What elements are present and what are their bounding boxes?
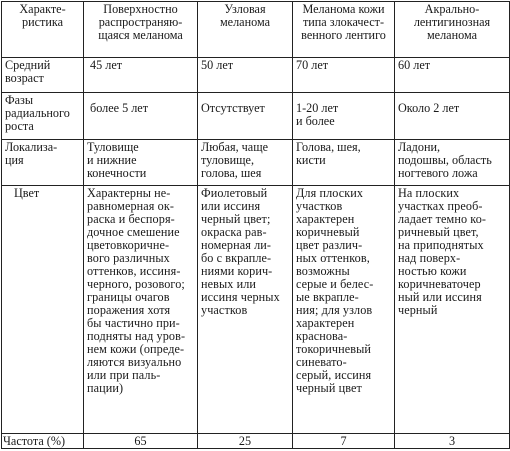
cell-color-superficial: Характерны не- равномерная ок- раска и беспоря- дочное смешение цветовкоричне- вого различных оттенков, иссиня- черного, розового; границы очагов поражения хотя бы частично при- подняты над уров- нем кожи (опреде- ляются визуально или при паль- пации) [84,186,198,434]
cell-color-acral: На плоских участках преоб- ладает темно ко- ричневый цвет, на приподнятых над поверх- ностью кожи коричневаточер ный или иссиня черный [395,186,510,434]
cell-location-nodular: Любая, чаще туловище, голова, шея [198,140,293,186]
cell-location-lentigo: Голова, шея, кисти [293,140,395,186]
cell-frequency-acral: 3 [395,434,510,449]
cell-radial-lentigo: 1-20 лет и более [293,93,395,140]
table-row-color [2,186,510,434]
cell-location-superficial: Туловище и нижние конечности [84,140,198,186]
cell-frequency-superficial: 65 [84,434,198,449]
cell-radial-superficial: более 5 лет [84,93,198,140]
cell-frequency-lentigo: 7 [293,434,395,449]
row-label-radial-growth: Фазы радиального роста [2,93,84,140]
header-characteristic: Характе- ристика [2,2,84,58]
row-label-age: Средний возраст [2,58,84,93]
cell-age-lentigo: 70 лет [293,58,395,93]
header-nodular: Узловая меланома [198,2,293,58]
row-label-color: Цвет [2,186,84,434]
row-label-frequency: Частота (%) [2,434,84,449]
header-superficial-spreading: Поверхностно распространяю- щаяся меланома [84,2,198,58]
cell-age-nodular: 50 лет [198,58,293,93]
row-label-location: Локализа- ция [2,140,84,186]
header-acral-lentiginous: Акрально- лентигинозная меланома [395,2,510,58]
cell-location-acral: Ладони, подошвы, область ногтевого ложа [395,140,510,186]
cell-age-acral: 60 лет [395,58,510,93]
header-row [2,2,510,58]
cell-age-superficial: 45 лет [84,58,198,93]
table-row-location [2,140,510,186]
header-lentigo-maligna: Меланома кожи типа злокачест- венного лентиго [293,2,395,58]
cell-color-lentigo: Для плоских участков характерен коричневый цвет различ- ных оттенков, возможны серые и белес- ые вкрапле- ния; для узлов характерен краснова- токоричневый синевато- серый, иссиня черный цвет [293,186,395,434]
cell-radial-acral: Около 2 лет [395,93,510,140]
table-row-radial-growth [2,93,510,140]
cell-color-nodular: Фиолетовый или иссиня черный цвет; окраска рав- номерная ли- бо с вкрапле- ниями корич- невых или иссиня черных участков [198,186,293,434]
cell-frequency-nodular: 25 [198,434,293,449]
table-row-frequency [2,434,510,449]
melanoma-comparison-table [1,1,510,449]
table-row-age [2,58,510,93]
cell-radial-nodular: Отсутствует [198,93,293,140]
